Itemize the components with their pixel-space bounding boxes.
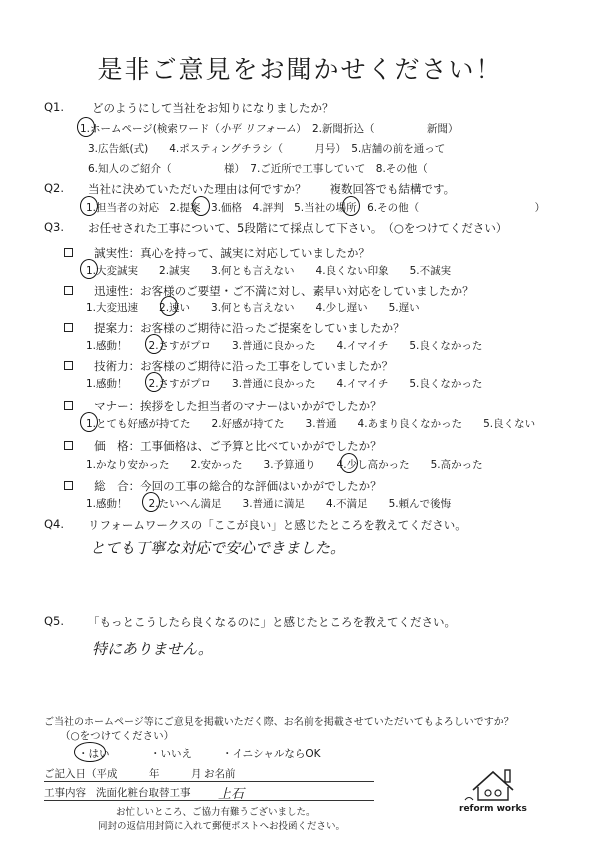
q1-answer-circle xyxy=(77,117,95,137)
q3-honesty-answer-circle xyxy=(80,259,98,279)
q3-item-heading: マナー：挨拶をした担当者のマナーはいかがでしたか？ xyxy=(94,399,382,413)
checkbox[interactable] xyxy=(64,441,73,450)
q3-item-options: 1.感動！ 2.たいへん満足 3.普通に満足 4.不満足 5.頼んで後悔 xyxy=(86,498,452,510)
q1-row2: 3.広告紙(式) 4.ポスティングチラシ（ 月号） 5.店舗の前を通って xyxy=(88,143,446,155)
q3-item-skill xyxy=(64,355,393,374)
project-name-handwritten: 上石 xyxy=(218,787,245,802)
project-label: 工事内容 xyxy=(44,787,86,799)
return-note: 同封の返信用封筒に入れて郵便ポストへお投函ください。 xyxy=(98,821,346,832)
page-title: 是非ご意見をお聞かせください！ xyxy=(97,55,503,84)
q3-item-options: 1.大変迅速 2.速い 3.何とも言えない 4.少し遅い 5.遅い xyxy=(86,302,420,314)
q3-skill-answer-circle xyxy=(145,372,163,392)
checkbox[interactable] xyxy=(64,248,73,257)
q5-question: 「もっとこうしたら良くなるのに」と感じたところを教えてください。 xyxy=(88,615,456,629)
q5-label: Q5. xyxy=(44,614,65,628)
thanks-text: お忙しいところ、ご協力有難うございました。 xyxy=(116,807,316,818)
checkbox[interactable] xyxy=(64,361,73,370)
consent-question: ご当社のホームページ等にご意見を掲載いただく際、お名前を掲載させていただいてもよろしいですか？ xyxy=(44,717,514,728)
q1-row3: 6.知人のご紹介（ 様） 7.ご近所で工事していて 8.その他（ xyxy=(88,163,428,175)
q2-answer-circle-5 xyxy=(342,196,360,216)
q1-row1-text: 1.ホームページ(検索ワード（ xyxy=(80,123,220,135)
q3-item-speed xyxy=(64,280,474,299)
q3-item-overall xyxy=(64,475,382,494)
checkbox[interactable] xyxy=(64,323,73,332)
q2-answer-circle-1 xyxy=(80,196,98,216)
q2-options: 1.担当者の対応 2.提案 3.価格 4.評判 5.当社の場所 6.その他（ ） xyxy=(86,202,546,214)
consent-answer-circle xyxy=(74,742,106,762)
divider xyxy=(44,800,374,801)
name-label: お名前 xyxy=(204,768,236,780)
checkbox[interactable] xyxy=(64,481,73,490)
q3-manner-answer-circle xyxy=(80,412,98,432)
q3-proposal-answer-circle xyxy=(145,334,163,354)
q2-label: Q2. xyxy=(44,181,65,195)
q3-item-heading: 価 格：工事価格は、ご予算と比べていかがでしたか？ xyxy=(94,439,382,453)
q3-label: Q3. xyxy=(44,220,65,234)
consent-option-initials[interactable]: ・イニシャルならOK xyxy=(222,748,321,760)
q3-item-options: 1.とても好感が持てた 2.好感が持てた 3.普通 4.あまり良くなかった 5.良くない xyxy=(86,418,536,430)
q3-item-heading: 迅速性：お客様のご要望・ご不満に対し、素早い対応をしていましたか？ xyxy=(94,284,474,298)
q3-item-heading: 誠実性：真心を持って、誠実に対応していましたか？ xyxy=(94,246,370,260)
q3-speed-answer-circle xyxy=(160,296,178,316)
q3-item-options: 1.感動！ 2.さすがプロ 3.普通に良かった 4.イマイチ 5.良くなかった xyxy=(86,340,483,352)
reform-works-logo xyxy=(455,760,535,824)
q3-overall-answer-circle xyxy=(142,492,160,512)
q3-item-options: 1.かなり安かった 2.安かった 3.予算通り 4.少し高かった 5.高かった xyxy=(86,459,483,471)
consent-option-yes[interactable]: ・はい xyxy=(78,748,110,760)
q3-price-answer-circle xyxy=(340,453,358,473)
q4-question: リフォームワークスの「ここが良い」と感じたところを教えてください。 xyxy=(88,518,467,532)
checkbox[interactable] xyxy=(64,401,73,410)
q3-item-proposal xyxy=(64,317,405,336)
q1-row1 xyxy=(80,121,459,136)
logo-text: reform works xyxy=(459,804,527,814)
q3-question: お任せされた工事について、5段階にて採点して下さい。 （○をつけてください） xyxy=(88,221,508,235)
date-label: ご記入日（平成 年 月 xyxy=(44,768,202,780)
q1-label: Q1. xyxy=(44,100,65,114)
checkbox[interactable] xyxy=(64,286,73,295)
q1-row1-end: ） 2.新聞折込（ 新聞） xyxy=(296,123,459,135)
divider xyxy=(44,781,374,782)
q3-item-options: 1.感動！ 2.さすがプロ 3.普通に良かった 4.イマイチ 5.良くなかった xyxy=(86,378,483,390)
q3-item-honesty xyxy=(64,242,370,261)
q3-item-price xyxy=(64,435,382,454)
consent-note: （○をつけてください） xyxy=(60,730,175,742)
q4-answer-handwritten: とても丁寧な対応で安心できました。 xyxy=(90,539,346,557)
q1-question: どのようにして当社をお知りになりましたか？ xyxy=(92,101,334,115)
q4-label: Q4. xyxy=(44,517,65,531)
q2-question: 当社に決めていただいた理由は何ですか？ 複数回答でも結構です。 xyxy=(88,182,456,196)
q2-answer-circle-2 xyxy=(192,196,210,216)
consent-option-no[interactable]: ・いいえ xyxy=(150,748,192,760)
q5-answer-handwritten: 特にありません。 xyxy=(92,640,213,658)
project-value: 洗面化粧台取替工事 xyxy=(96,787,191,799)
q3-item-heading: 提案力：お客様のご期待に沿ったご提案をしていましたか？ xyxy=(94,321,405,335)
q1-keyword-handwritten: 小平 リフォーム xyxy=(219,123,297,135)
q3-item-heading: 総 合：今回の工事の総合的な評価はいかがでしたか？ xyxy=(94,479,382,493)
q3-item-heading: 技術力：お客様のご期待に沿った工事をしていましたか？ xyxy=(94,359,394,373)
q3-item-manner xyxy=(64,395,382,414)
q3-item-options: 1.大変誠実 2.誠実 3.何とも言えない 4.良くない印象 5.不誠実 xyxy=(86,265,452,277)
